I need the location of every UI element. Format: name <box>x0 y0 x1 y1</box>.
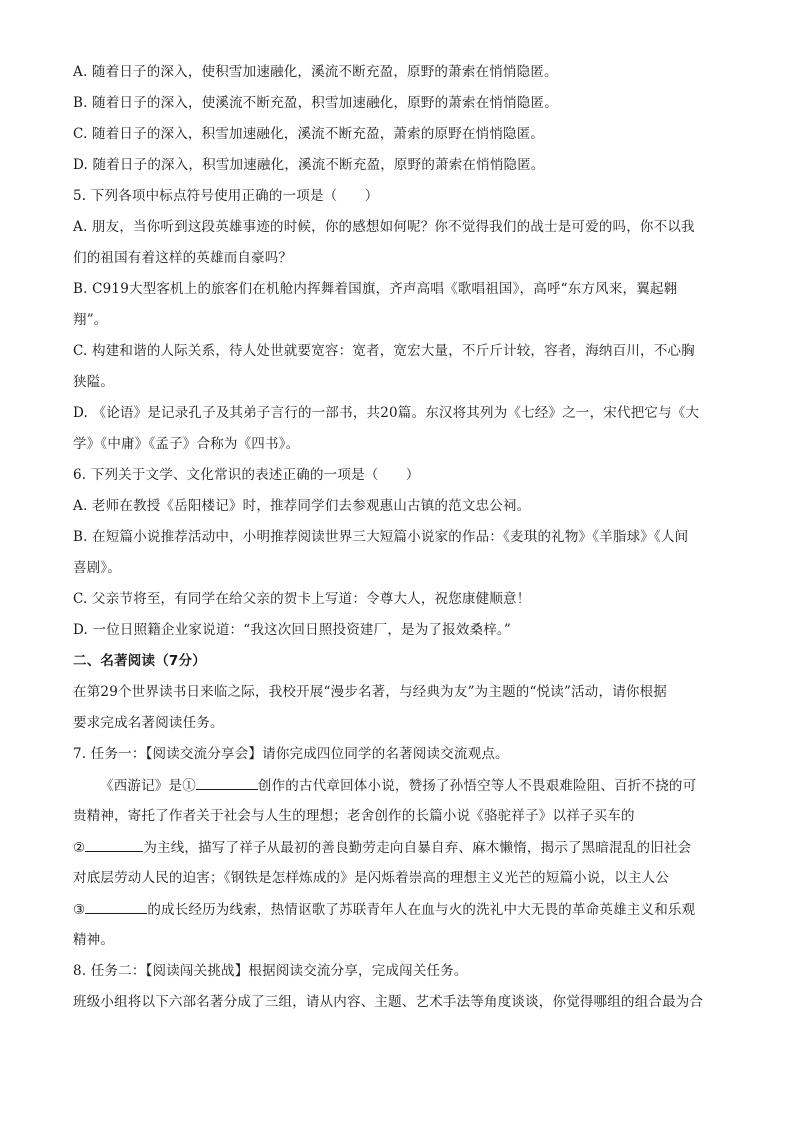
exam-page <box>73 62 723 1023</box>
answer-blank-3[interactable] <box>85 899 147 914</box>
q8-stem: 8. 任务二：【阅读闯关挑战】根据阅读交流分享，完成闯关任务。 <box>73 963 468 979</box>
q8-line1: 班级小组将以下六部名著分成了三组，请从内容、主题、艺术手法等角度谈谈，你觉得哪组的组合最为合 <box>73 994 704 1010</box>
q5-option-b-line1: B. C919大型客机上的旅客们在机舱内挥舞着国旗，齐声高唱《歌唱祖国》，高呼“东方风来，翼起翱 <box>73 281 678 297</box>
q7-paragraph-line2: 贵精神，寄托了作者关于社会与人生的理想；老舍创作的长篇小说《骆驼祥子》以祥子买车的 <box>73 808 635 824</box>
q4-option-a: A. 随着日子的深入，使积雪加速融化，溪流不断充盈，原野的萧索在悄悄隐匿。 <box>73 64 558 80</box>
q4-option-c: C. 随着日子的深入，积雪加速融化，溪流不断充盈，萧索的原野在悄悄隐匿。 <box>73 126 545 142</box>
q5-option-a-line2: 们的祖国有着这样的英雄而自豪吗？ <box>73 250 293 266</box>
q7-paragraph-line6: 精神。 <box>73 932 115 948</box>
q6-option-d: D. 一位日照籍企业家说道：“我这次回日照投资建厂，是为了报效桑梓。” <box>73 622 511 638</box>
q5-option-a-line1: A. 朋友，当你听到这段英雄事迹的时候，你的感想如何呢？你不觉得我们的战士是可爱的吗，你不以我 <box>73 219 695 235</box>
q7-text: 创作的古代章回体小说，赞扬了孙悟空等人不畏艰难险阻、百折不挠的可 <box>257 778 697 794</box>
section-intro-line1: 在第29个世界读书日来临之际，我校开展“漫步名著，与经典为友”为主题的“悦读”活动，请你根据 <box>73 684 667 700</box>
answer-blank-1[interactable] <box>196 775 258 790</box>
q4-option-b: B. 随着日子的深入，使溪流不断充盈，积雪加速融化，原野的萧索在悄悄隐匿。 <box>73 95 558 111</box>
q7-paragraph-line1 <box>73 775 723 795</box>
q7-text: 的成长经历为线索，热情讴歌了苏联青年人在血与火的洗礼中大无畏的革命英雄主义和乐观 <box>147 902 696 918</box>
q6-option-c: C. 父亲节将至，有同学在给父亲的贺卡上写道：令尊大人，祝您康健顺意！ <box>73 591 531 607</box>
q7-stem: 7. 任务一：【阅读交流分享会】请你完成四位同学的名著阅读交流观点。 <box>73 746 509 762</box>
q5-option-d-line1: D. 《论语》是记录孔子及其弟子言行的一部书，共20篇。东汉将其列为《七经》之一，宋代把它与《大 <box>73 405 700 421</box>
q5-stem: 5. 下列各项中标点符号使用正确的一项是（ ） <box>73 188 379 204</box>
q6-stem: 6. 下列关于文学、文化常识的表述正确的一项是（ ） <box>73 467 420 483</box>
q7-paragraph-line5 <box>73 899 723 919</box>
answer-blank-2[interactable] <box>85 837 143 852</box>
q5-option-b-line2: 翔”。 <box>73 312 108 328</box>
q7-paragraph-line3 <box>73 837 723 857</box>
q7-text: ② <box>73 840 86 856</box>
q4-option-d: D. 随着日子的深入，积雪加速融化，溪流不断充盈，原野的萧索在悄悄隐匿。 <box>73 157 545 173</box>
q5-option-c-line2: 狭隘。 <box>73 374 115 390</box>
q6-option-b-line1: B. 在短篇小说推荐活动中，小明推荐阅读世界三大短篇小说家的作品：《麦琪的礼物》《羊脂球》《人间 <box>73 529 689 545</box>
q7-text: 《西游记》是① <box>100 778 196 794</box>
q7-text: ③ <box>73 902 86 918</box>
section-heading: 二、名著阅读（7分） <box>73 653 206 669</box>
section-intro-line2: 要求完成名著阅读任务。 <box>73 715 224 731</box>
q6-option-b-line2: 喜剧》。 <box>73 560 122 576</box>
q6-option-a: A. 老师在教授《岳阳楼记》时，推荐同学们去参观惠山古镇的范文忠公祠。 <box>73 498 531 514</box>
q5-option-d-line2: 学》《中庸》《孟子》合称为《四书》。 <box>73 436 300 452</box>
q7-paragraph-line4: 对底层劳动人民的迫害；《钢铁是怎样炼成的》是闪烁着崇高的理想主义光芒的短篇小说，以主人公 <box>73 870 670 886</box>
q7-text: 为主线，描写了祥子从最初的善良勤劳走向自暴自弃、麻木懒惰，揭示了黑暗混乱的旧社会 <box>143 840 692 856</box>
q5-option-c-line1: C. 构建和谐的人际关系，待人处世就要宽容：宽者，宽宏大量，不斤斤计较，容者，海纳百川，不心胸 <box>73 343 695 359</box>
